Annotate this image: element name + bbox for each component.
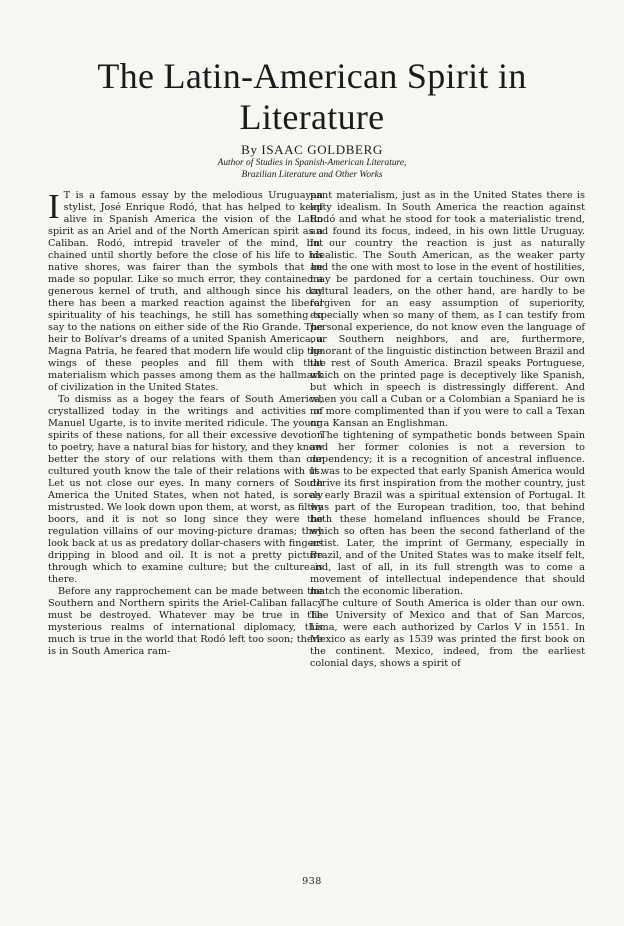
paragraph-1-text: T is a famous essay by the melodious Uruguayan stylist, José Enrique Rodó, that has helped to keep alive in Spanish America the vision of the Latin spirit as an Ariel and of the North American spirit as a Caliban. Rodó, intrepid traveler of the mind, but chained until shortly before the close of his life to his native shores, was fairer than the symbols that he made so popular. Like so much error, they contained a generous kernel of truth, and although since his day there has been a marked reaction against the liberal spirituality of his teachings, he still has something to say to the nations on either side of the Rio Grande. The heir to Bolívar's dreams of a united Spanish America, a Magna Patria, he feared that modern life would clip the wings of these peoples and fill them with that materialism which passes among them as the hallmark of civilization in the United States. xyxy=(48,190,323,393)
paragraph-2: To dismiss as a bogey the fears of South America, crystallized today in the writings and activities of Manuel Ugarte, is to invite merited ridicule. The young spirits of these nations, for all their excessive devotion to poetry, have a natural bias for history, and they know better the story of our relations with them than our cultured youth know the tale of their relations with us. Let us not close our eyes. In many corners of South America the United States, when not hated, is sorely mistrusted. We look down upon them, at worst, as filthy boors, and it is not so long since they were the regulation villains of our moving-picture dramas; they look back at us as predatory dollar-chasers with fingers dripping in blood and oil. It is not a pretty picture through which to examine culture; but the culture is there. xyxy=(48,394,323,585)
paragraph-4: pant materialism, just as in the United States there is lofty idealism. In South America the reaction against Rodó and what he stood for took a materialistic trend, and found its focus, indeed, in his own little Uruguay. In our country the reaction is just as naturally idealistic. The South American, as the weaker party and the one with most to lose in the event of hostilities, may be pardoned for a certain touchiness. Our own cultural leaders, on the other hand, are hardly to be forgiven for an easy assumption of superiority, especially when so many of them, as I can testify from personal experience, do not know even the language of our Southern neighbors, and are, furthermore, ignorant of the linguistic distinction between Brazil and the rest of South America. Brazil speaks Portuguese, which on the printed page is deceptively like Spanish, but which in speech is distressingly different. And when you call a Cuban or a Colombian a Spaniard he is no more complimented than if you were to call a Texan or a Kansan an Englishman. xyxy=(310,190,585,429)
paragraph-5: The tightening of sympathetic bonds between Spain and her former colonies is not a reversion to dependency; it is a recognition of ancestral influence. It was to be expected that early Spanish America would derive its first inspiration from the mother country, just as early Brazil was a spiritual extension of Portugal. It was part of the European tradition, too, that behind both these homeland influences should be France, which so often has been the second fatherland of the artist. Later, the imprint of Germany, especially in Brazil, and of the United States was to make itself felt, and, last of all, in its full strength was to come a movement of intellectual independence that should match the economic liberation. xyxy=(310,430,585,597)
page-number: 938 xyxy=(302,876,322,887)
paragraph-6: The culture of South America is older than our own. The University of Mexico and that of San Marcos, Lima, were each authorized by Carlos V in 1551. In Mexico as early as 1539 was printed the first book on the continent. Mexico, indeed, from the earliest colonial days, shows a spirit of xyxy=(310,598,585,669)
credit-line-2: Brazilian Literature and Other Works xyxy=(241,169,383,180)
left-column xyxy=(48,187,323,658)
drop-cap: I xyxy=(48,187,60,226)
article-title: The Latin-American Spirit in Literature xyxy=(97,56,527,137)
paragraph-3: Before any rapprochement can be made between the Southern and Northern spirits the Ariel-Caliban fallacy must be destroyed. Whatever may be true in the mysterious realms of international diplomacy, this much is true in the world that Rodó left too soon; there is in South America ram- xyxy=(48,586,323,657)
author-byline: By ISAAC GOLDBERG xyxy=(241,142,383,157)
right-column xyxy=(310,190,585,670)
paragraph-1 xyxy=(48,187,323,394)
credit-line-1: Author of Studies in Spanish-American Literature, xyxy=(217,158,407,168)
author-credits xyxy=(90,158,534,181)
